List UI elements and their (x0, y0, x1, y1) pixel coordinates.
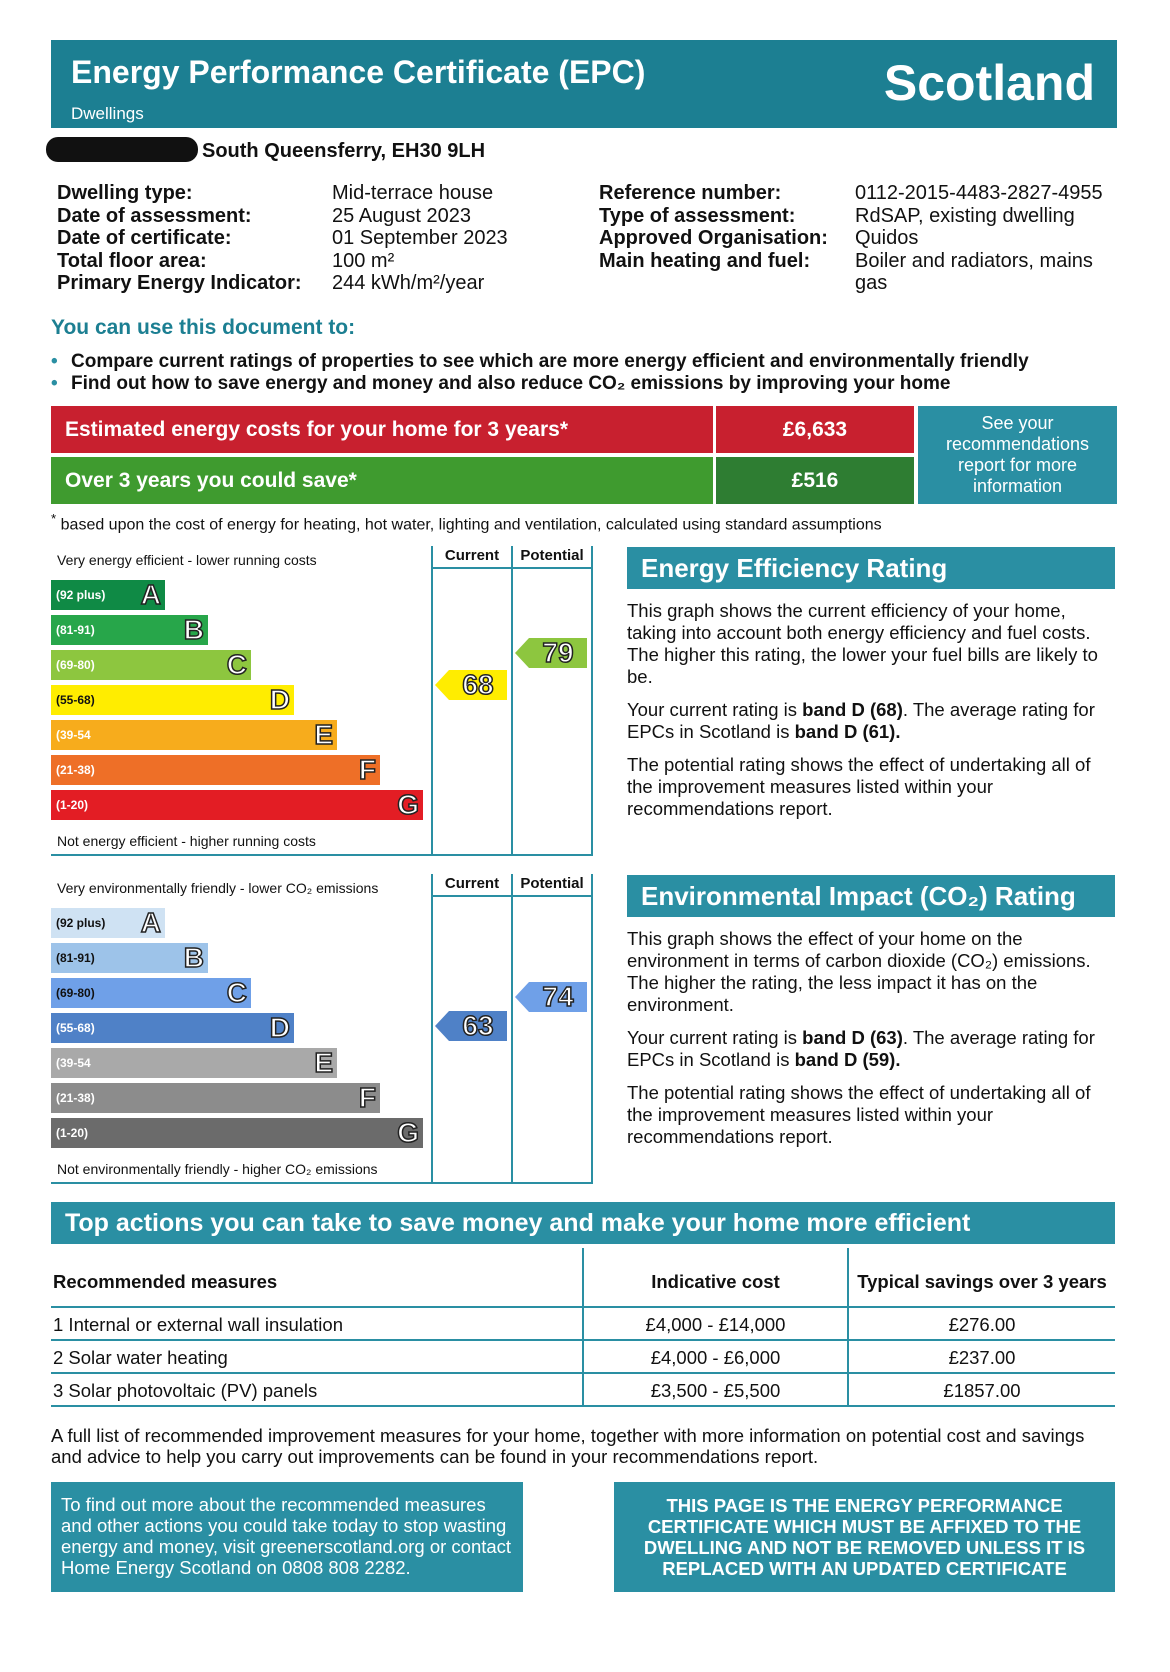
detail-value: Boiler and radiators, mains (855, 249, 1093, 272)
band-range: (1-20) (56, 1126, 89, 1140)
details-left (57, 182, 508, 295)
detail-row (599, 182, 1103, 205)
rating-value-potential: 74 (542, 981, 574, 1013)
energy-efficiency-heading: Energy Efficiency Rating (627, 547, 1115, 589)
band-range: (1-20) (56, 798, 89, 812)
column-header-current: Current (444, 547, 500, 564)
rating-band-g (51, 790, 423, 820)
rating-band-b (51, 615, 208, 645)
detail-value: 244 kWh/m²/year (332, 272, 485, 294)
chart-top-caption: Very environmentally friendly - lower CO₂ emissions (57, 880, 379, 896)
band-range: (39-54 (56, 728, 91, 742)
cost-value-estimated: £6,633 (716, 406, 914, 453)
rating-band-e (51, 1048, 337, 1078)
detail-value: gas (855, 272, 888, 294)
rating-value-current: 63 (462, 1010, 494, 1042)
band-letter: F (358, 754, 376, 785)
table-header-measures: Recommended measures (53, 1271, 278, 1292)
rating-band-d (51, 1013, 294, 1043)
bullet-icon: • (51, 351, 58, 372)
band-range: (21-38) (56, 1091, 95, 1105)
chart-divider (431, 874, 433, 1184)
band-range: (81-91) (56, 951, 95, 965)
environmental-impact-heading: Environmental Impact (CO₂) Rating (627, 875, 1115, 917)
chart-divider (431, 567, 593, 569)
cost-footnote: * based upon the cost of energy for heating, hot water, lighting and ventilation, calculated using standard assumptions (51, 511, 882, 534)
band-letter: A (140, 907, 161, 938)
band-letter: D (269, 684, 290, 715)
detail-value: 25 August 2023 (332, 204, 472, 227)
band-letter: F (358, 1082, 376, 1113)
detail-row (57, 205, 508, 228)
detail-key: Primary Energy Indicator: (57, 272, 302, 294)
measure-name: 3 Solar photovoltaic (PV) panels (53, 1380, 318, 1401)
cost-label-savings: Over 3 years you could save* (51, 457, 713, 504)
energy-efficiency-text: This graph shows the current efficiency of your home, taking into account both energy efficiency and fuel costs. The higher this rating, the lower your fuel bills are likely to be. Your current rating is band D (68). The average rating for EPCs in Scotland is band D (61). The potential rating shows the effect of undertaking all of the improvement measures listed within your recommendations report. (627, 600, 1098, 819)
measure-savings: £1857.00 (943, 1380, 1021, 1401)
chart-divider (51, 1182, 593, 1184)
band-letter: A (140, 579, 161, 610)
band-letter: B (183, 614, 204, 645)
detail-row (599, 205, 1103, 228)
measure-cost: £4,000 - £14,000 (645, 1314, 786, 1335)
rating-band-a (51, 580, 165, 610)
rating-band-f (51, 755, 380, 785)
measure-cost: £4,000 - £6,000 (650, 1347, 781, 1368)
detail-row (57, 182, 508, 205)
greener-scotland-info: To find out more about the recommended measures and other actions you could take today to stop wasting energy and money, visit greenerscotland.org or contact Home Energy Scotland on 0808 808 2282. (51, 1482, 523, 1592)
rating-value-current: 68 (462, 669, 494, 700)
detail-row (57, 227, 508, 250)
rating-band-f (51, 1083, 380, 1113)
band-range: (39-54 (56, 1056, 91, 1070)
detail-key: Date of certificate: (57, 227, 232, 249)
measure-name: 2 Solar water heating (53, 1347, 228, 1368)
detail-key: Type of assessment: (599, 204, 796, 227)
measure-savings: £276.00 (948, 1314, 1016, 1335)
detail-key: Total floor area: (57, 249, 207, 272)
header-banner (51, 40, 1117, 128)
band-range: (92 plus) (56, 916, 106, 930)
cost-value-savings: £516 (716, 457, 914, 504)
country-label: Scotland (883, 55, 1095, 111)
detail-value: RdSAP, existing dwelling (855, 204, 1075, 227)
chart-divider (431, 895, 593, 897)
table-header-cost: Indicative cost (651, 1271, 780, 1292)
measure-cost: £3,500 - £5,500 (650, 1380, 781, 1401)
rating-band-c (51, 650, 251, 680)
band-letter: E (314, 719, 333, 750)
band-letter: G (397, 789, 419, 820)
band-letter: C (226, 649, 247, 680)
detail-row (599, 272, 1103, 295)
band-letter: C (226, 977, 247, 1008)
detail-key (599, 272, 855, 295)
detail-value: 01 September 2023 (332, 227, 508, 249)
rating-band-a (51, 908, 165, 938)
rating-value-potential: 79 (542, 637, 574, 669)
document-subtitle: Dwellings (71, 104, 144, 123)
detail-row (599, 227, 1103, 250)
band-range: (69-80) (56, 986, 95, 1000)
band-range: (81-91) (56, 623, 95, 637)
band-letter: D (269, 1012, 290, 1043)
detail-row (57, 250, 508, 273)
rating-band-e (51, 720, 337, 750)
detail-key: Approved Organisation: (599, 227, 828, 249)
rating-band-b (51, 943, 208, 973)
property-address: South Queensferry, EH30 9LH (202, 140, 486, 162)
redacted-address-part (46, 137, 198, 162)
band-range: (69-80) (56, 658, 95, 672)
rating-band-g (51, 1118, 423, 1148)
band-letter: B (183, 942, 204, 973)
column-header-potential: Potential (520, 875, 584, 892)
detail-value: 100 m² (332, 249, 395, 272)
band-range: (92 plus) (56, 588, 106, 602)
detail-row (57, 272, 508, 295)
chart-top-caption: Very energy efficient - lower running costs (57, 552, 317, 568)
detail-key: Date of assessment: (57, 204, 252, 227)
recommendations-note-text: A full list of recommended improvement measures for your home, together with more information on potential cost and savings and advice to help you carry out improvements can be found in your recommendations report. (51, 1425, 1085, 1467)
chart-divider (511, 874, 513, 1184)
environmental-impact-chart (51, 874, 599, 1184)
chart-bottom-caption: Not environmentally friendly - higher CO₂ emissions (57, 1161, 378, 1177)
detail-value: Quidos (855, 227, 919, 249)
chart-divider (591, 874, 593, 1184)
measure-name: 1 Internal or external wall insulation (53, 1314, 343, 1335)
affix-notice: THIS PAGE IS THE ENERGY PERFORMANCE CERTIFICATE WHICH MUST BE AFFIXED TO THE DWELLING AND NOT BE REMOVED UNLESS IT IS REPLACED WITH AN UPDATED CERTIFICATE (614, 1482, 1115, 1592)
band-range: (55-68) (56, 1021, 95, 1035)
column-header-potential: Potential (520, 547, 584, 564)
top-actions-heading: Top actions you can take to save money and make your home more efficient (51, 1202, 1115, 1244)
band-letter: E (314, 1047, 333, 1078)
table-row (51, 1306, 1115, 1339)
chart-divider (431, 546, 433, 856)
chart-divider (51, 854, 593, 856)
table-row (51, 1339, 1115, 1372)
detail-value: 0112-2015-4483-2827-4955 (855, 182, 1103, 204)
table-row (51, 1372, 1115, 1405)
chart-divider (591, 546, 593, 856)
measure-savings: £237.00 (948, 1347, 1016, 1368)
detail-row (599, 250, 1103, 273)
table-header-savings: Typical savings over 3 years (857, 1271, 1107, 1292)
detail-key: Main heating and fuel: (599, 249, 811, 272)
chart-divider (511, 546, 513, 856)
detail-key: Dwelling type: (57, 182, 193, 204)
detail-value: Mid-terrace house (332, 182, 494, 204)
column-header-current: Current (444, 875, 500, 892)
bullet-icon: • (51, 373, 58, 394)
bullet-item: • Compare current ratings of properties to see which are more energy efficient and environmentally friendly (51, 351, 1029, 372)
band-letter: G (397, 1117, 419, 1148)
chart-bottom-caption: Not energy efficient - higher running costs (57, 833, 316, 849)
environmental-impact-text: This graph shows the effect of your home on the environment in terms of carbon dioxide (CO₂) emissions. The higher the rating, the less impact it has on the environment. Your current rating is band D (63). The average rating for EPCs in Scotland is band D (59). The potential rating shows the effect of undertaking all of the improvement measures listed within your recommendations report. (627, 928, 1095, 1147)
rating-band-d (51, 685, 294, 715)
recommendations-note: See your recommendations report for more information (918, 406, 1117, 504)
band-range: (21-38) (56, 763, 95, 777)
bullet-item: • Find out how to save energy and money and also reduce CO₂ emissions by improving your home (51, 373, 951, 394)
document-title: Energy Performance Certificate (EPC) (71, 54, 646, 90)
energy-efficiency-chart (51, 546, 599, 856)
details-right (599, 182, 1103, 295)
cost-label-estimated: Estimated energy costs for your home for 3 years* (51, 406, 713, 453)
rating-band-c (51, 978, 251, 1008)
detail-key: Reference number: (599, 182, 782, 204)
band-range: (55-68) (56, 693, 95, 707)
recommended-measures-table (51, 1244, 1115, 1414)
use-heading: You can use this document to: (51, 316, 356, 339)
